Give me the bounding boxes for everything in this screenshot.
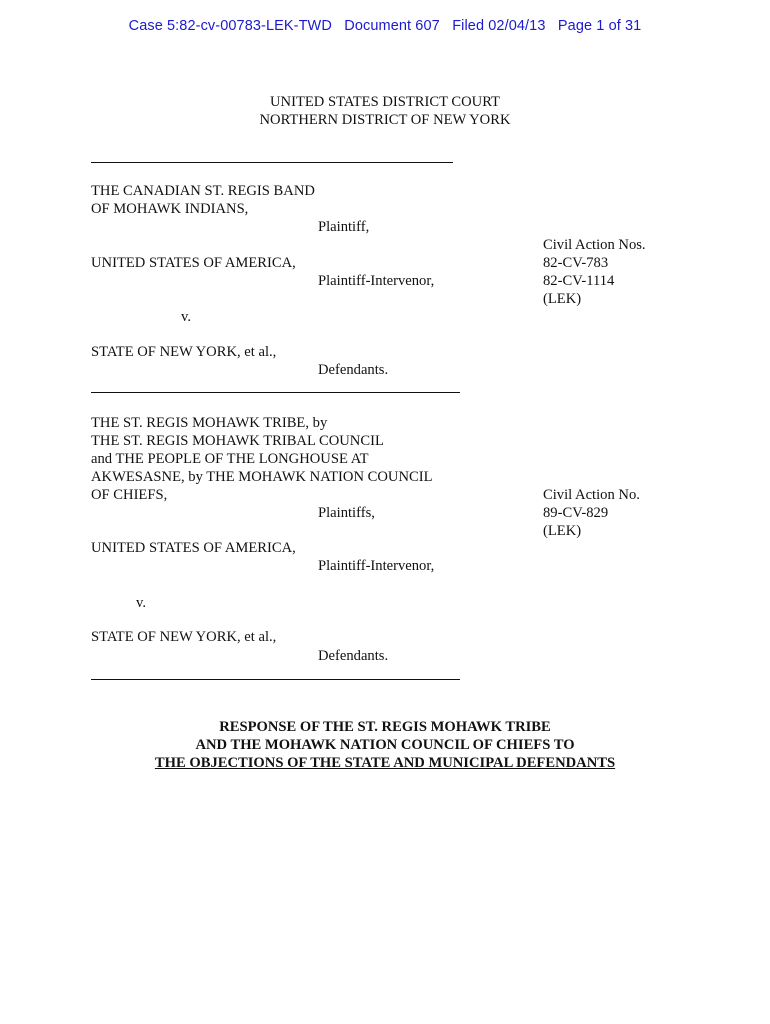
court-line-2: NORTHERN DISTRICT OF NEW YORK: [259, 112, 511, 128]
caption2-plaintiff-line-3: and THE PEOPLE OF THE LONGHOUSE AT: [91, 451, 369, 467]
caption1-plaintiff-line-1: THE CANADIAN ST. REGIS BAND: [91, 183, 315, 199]
caption1-intervenor-role: Plaintiff-Intervenor,: [318, 273, 435, 289]
caption2-action-no-1: 89-CV-829: [543, 505, 609, 521]
caption2-intervenor: UNITED STATES OF AMERICA,: [91, 540, 296, 556]
caption2-plaintiff-line-1: THE ST. REGIS MOHAWK TRIBE, by: [91, 415, 328, 431]
caption2-action-judge: (LEK): [543, 523, 582, 539]
caption1-intervenor: UNITED STATES OF AMERICA,: [91, 255, 296, 271]
caption2-intervenor-role: Plaintiff-Intervenor,: [318, 558, 435, 574]
caption1-action-no-2: 82-CV-1114: [543, 273, 615, 289]
caption2-versus: v.: [136, 595, 146, 611]
caption-middle-rule: [91, 392, 460, 393]
caption1-plaintiff-role: Plaintiff,: [318, 219, 370, 235]
court-line-1: UNITED STATES DISTRICT COURT: [270, 94, 500, 110]
caption1-action-no-1: 82-CV-783: [543, 255, 609, 271]
caption2-defendant-role: Defendants.: [318, 648, 389, 664]
caption1-plaintiff-line-2: OF MOHAWK INDIANS,: [91, 201, 249, 217]
title-line-2: AND THE MOHAWK NATION COUNCIL OF CHIEFS TO: [195, 737, 575, 753]
caption2-plaintiff-role: Plaintiffs,: [318, 505, 375, 521]
caption1-action-judge: (LEK): [543, 291, 582, 307]
ecf-header: [0, 18, 770, 34]
court-name: [0, 93, 770, 129]
caption1-action-label: Civil Action Nos.: [543, 237, 646, 253]
caption-top-rule: [91, 162, 453, 163]
caption1-defendant: STATE OF NEW YORK, et al.,: [91, 344, 277, 360]
document-title: [0, 718, 770, 772]
caption2-defendant: STATE OF NEW YORK, et al.,: [91, 629, 277, 645]
caption2-plaintiff-line-4: AKWESASNE, by THE MOHAWK NATION COUNCIL: [91, 469, 433, 485]
header-page: Page 1 of 31: [557, 18, 642, 34]
caption2-plaintiff-line-5: OF CHIEFS,: [91, 487, 168, 503]
header-case-number: Case 5:82-cv-00783-LEK-TWD: [128, 18, 332, 34]
header-filed: Filed 02/04/13: [452, 18, 546, 34]
caption2-action-label: Civil Action No.: [543, 487, 640, 503]
header-document: Document 607: [344, 18, 440, 34]
caption1-defendant-role: Defendants.: [318, 362, 389, 378]
caption-bottom-rule: [91, 679, 460, 680]
title-line-1: RESPONSE OF THE ST. REGIS MOHAWK TRIBE: [219, 719, 551, 735]
caption2-plaintiff-line-2: THE ST. REGIS MOHAWK TRIBAL COUNCIL: [91, 433, 384, 449]
title-line-3: THE OBJECTIONS OF THE STATE AND MUNICIPAL DEFENDANTS: [154, 755, 616, 771]
caption1-versus: v.: [181, 309, 191, 325]
